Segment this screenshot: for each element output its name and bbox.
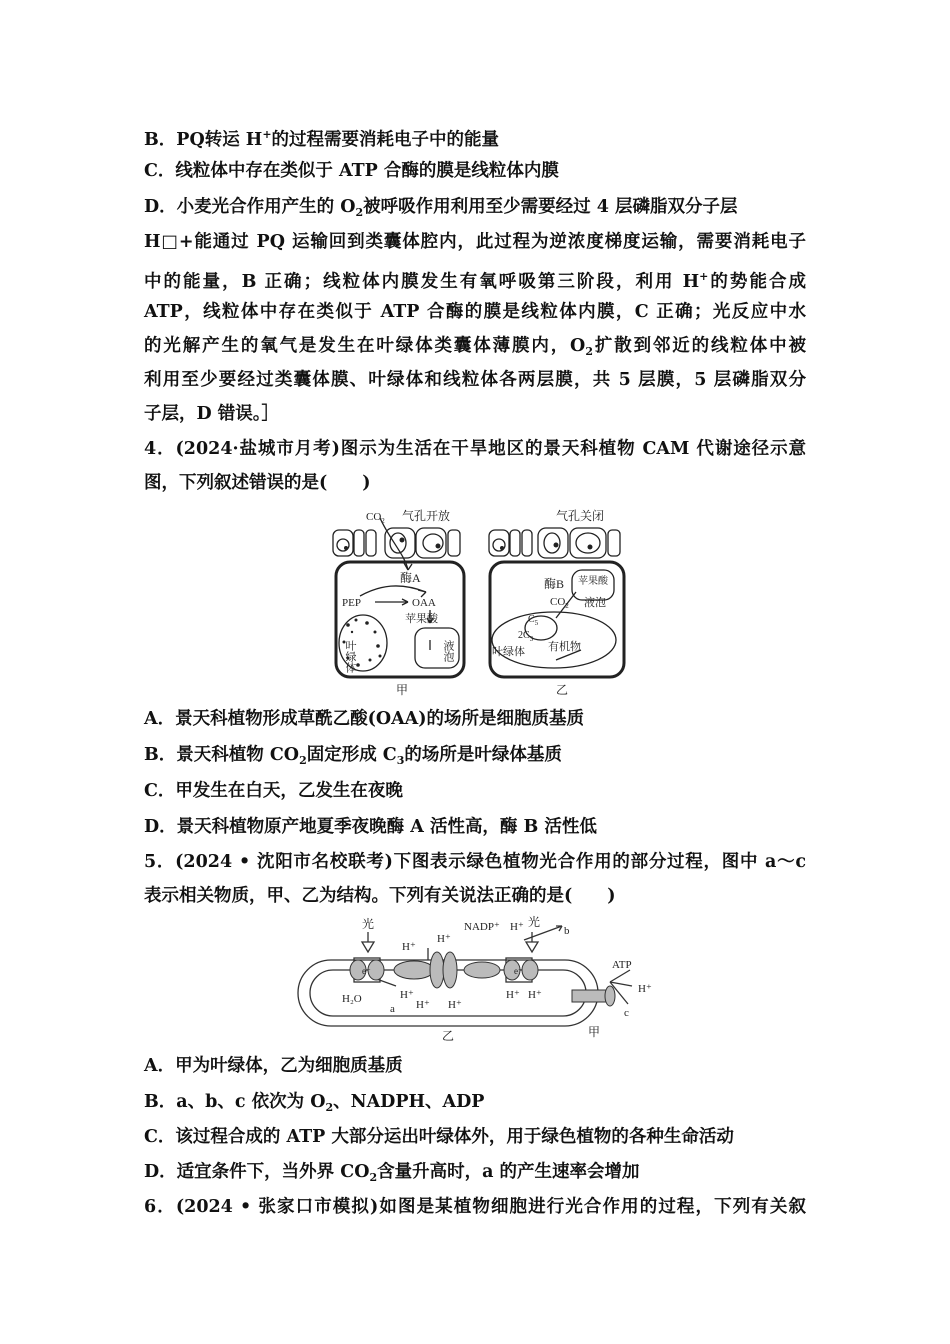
h-plus-inner-5: H⁺	[528, 989, 542, 1001]
q5-option-c: C．该过程合成的 ATP 大部分运出叶绿体外，用于绿色植物的各种生命活动	[144, 1127, 734, 1147]
q5-stem-line-1: 5．(2024 • 沈阳市名校联考)下图表示绿色植物光合作用的部分过程，图中 a～c	[144, 852, 806, 872]
cam-co2-left: $CO_2$	[366, 511, 385, 525]
vacuole-label-right: 液泡	[584, 597, 606, 609]
figure-caption-jia: 甲	[396, 683, 409, 697]
c5-label: $C_5$	[528, 614, 539, 627]
q3-option-c: C．线粒体中存在类似于 ATP 合酶的膜是线粒体内膜	[144, 161, 559, 181]
chloroplast-label-right: 叶绿体	[492, 646, 525, 658]
organic-label: 有机物	[548, 641, 581, 653]
oaa-label: OAA	[412, 597, 436, 609]
jia-label: 甲	[588, 1025, 601, 1039]
c-label: c	[624, 1007, 629, 1019]
cam-pathway-figure	[330, 500, 630, 700]
h2o-label: H₂O	[342, 993, 362, 1005]
q3-option-d: D．小麦光合作用产生的 $O_2$被呼吸作用利用至少需要经过 4 层磷脂双分子层	[144, 197, 738, 219]
q3-explanation-line-6: 子层，D 错误。］	[144, 404, 280, 424]
q4-option-c: C．甲发生在白天，乙发生在夜晚	[144, 781, 403, 801]
nadp-label: NADP⁺	[464, 921, 500, 933]
atp-label: ATP	[612, 959, 632, 971]
q5-option-d: D．适宜条件下，当外界 $CO_2$含量升高时，a 的产生速率会增加	[144, 1162, 640, 1184]
light-label-1: 光	[362, 917, 375, 931]
h-plus-inner-3: H⁺	[448, 999, 462, 1011]
vacuole-label-left: 液泡	[442, 640, 454, 662]
b-label: b	[564, 925, 570, 937]
h-plus-inner-4: H⁺	[506, 989, 520, 1001]
q3-explanation-line-3: ATP，线粒体中存在类似于 ATP 合酶的膜是线粒体内膜，C 正确；光反应中水	[144, 302, 806, 322]
electron-label-1: e⁻	[362, 966, 371, 976]
h-plus-right: H⁺	[638, 983, 652, 995]
co2-label-right: $CO_2$	[550, 596, 569, 610]
electron-label-2: e⁻	[514, 966, 523, 976]
malate-label: 苹果酸	[405, 613, 438, 625]
q3-option-b: B．PQ转运 H+的过程需要消耗电子中的能量	[144, 128, 500, 150]
q4-stem-line-1: 4．(2024·盐城市月考)图示为生活在干旱地区的景天科植物 CAM 代谢途径示意	[144, 439, 806, 459]
enzyme-a-label: 酶A	[400, 571, 421, 585]
q5-option-b: B．a、b、c 依次为 $O_2$、NADPH、ADP	[144, 1092, 485, 1114]
q4-option-a: A．景天科植物形成草酰乙酸(OAA)的场所是细胞质基质	[144, 709, 585, 729]
q4-option-b: B．景天科植物 $CO_2$固定形成 $C_3$的场所是叶绿体基质	[144, 745, 562, 767]
pep-label: PEP	[342, 597, 361, 609]
malate-label-right: 苹果酸	[578, 576, 608, 587]
stoma-closed-label: 气孔关闭	[556, 509, 605, 523]
q3-explanation-line-1: H□+能通过 PQ 运输回到类囊体腔内，此过程为逆浓度梯度运输，需要消耗电子	[144, 232, 806, 252]
q3-explanation-line-4: 的光解产生的氧气是发生在叶绿体类囊体薄膜内，$O_2$扩散到邻近的线粒体中被	[144, 336, 806, 358]
stoma-open-label: 气孔开放	[402, 509, 451, 523]
enzyme-b-label: 酶B	[544, 577, 565, 591]
h-plus-top-1: H⁺	[402, 941, 416, 953]
q5-stem-line-2: 表示相关物质，甲、乙为结构。下列有关说法正确的是( )	[144, 886, 616, 906]
q4-option-d: D．景天科植物原产地夏季夜晚酶 A 活性高，酶 B 活性低	[144, 817, 597, 837]
c3-label: $2C_3$	[518, 630, 534, 643]
q5-option-a: A．甲为叶绿体，乙为细胞质基质	[144, 1056, 403, 1076]
thylakoid-figure	[292, 912, 672, 1050]
h-plus-top-2: H⁺	[437, 933, 451, 945]
figure-caption-yi: 乙	[556, 683, 569, 697]
h-plus-top-3: H⁺	[510, 921, 524, 933]
a-label: a	[390, 1003, 395, 1015]
chloroplast-label-left: 叶绿体	[344, 640, 356, 673]
light-label-2: 光	[528, 915, 541, 929]
h-plus-inner-1: H⁺	[400, 989, 414, 1001]
h-plus-inner-2: H⁺	[416, 999, 430, 1011]
yi-label: 乙	[442, 1029, 455, 1043]
q6-stem-line-1: 6．(2024 • 张家口市模拟)如图是某植物细胞进行光合作用的过程，下列有关叙	[144, 1197, 806, 1217]
q3-explanation-line-5: 利用至少要经过类囊体膜、叶绿体和线粒体各两层膜，共 5 层膜，5 层磷脂双分	[144, 370, 806, 390]
q3-explanation-line-2: 中的能量，B 正确；线粒体内膜发生有氧呼吸第三阶段，利用 H+的势能合成	[144, 270, 807, 292]
q4-stem-line-2: 图，下列叙述错误的是( )	[144, 473, 371, 493]
